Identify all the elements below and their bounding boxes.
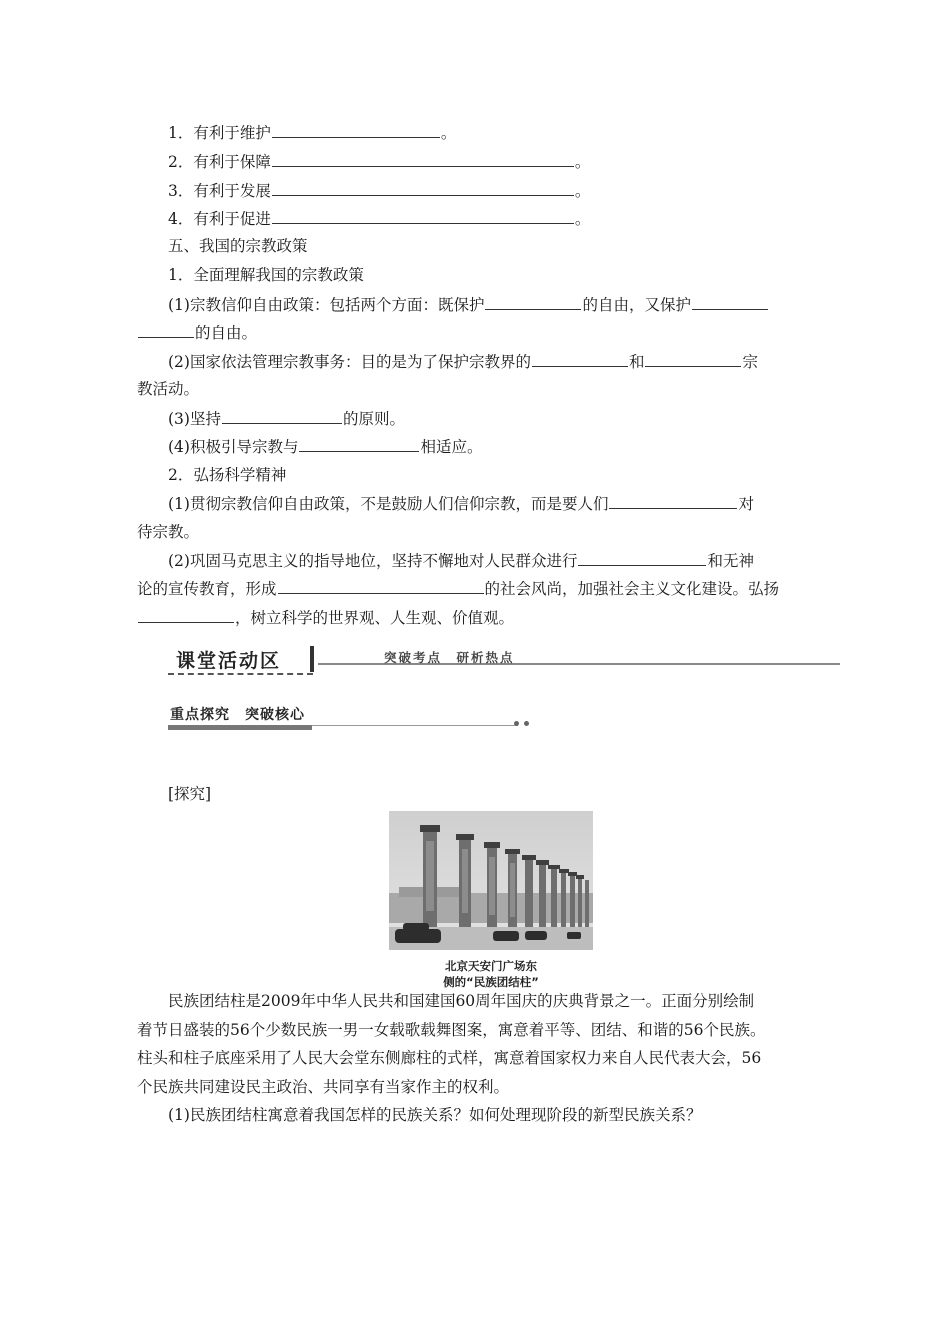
subsection-heading: 2．弘扬科学精神	[168, 466, 287, 484]
photo-illustration	[389, 811, 593, 950]
paragraph-line	[168, 294, 769, 315]
sub-banner	[168, 702, 540, 732]
banner-subtitle: 突破考点 研析热点	[384, 650, 515, 665]
paragraph-line	[168, 351, 758, 372]
answer-blank[interactable]	[222, 408, 342, 424]
paragraph-line	[168, 493, 754, 514]
text: 和无神	[707, 552, 754, 570]
list-item-end: 。	[574, 210, 591, 228]
paragraph-line	[137, 578, 779, 599]
paragraph-line: 待宗教。	[137, 523, 200, 541]
list-item-text: 3．有利于发展	[168, 182, 271, 200]
question-text: (1)民族团结柱寓意着我国怎样的民族关系？如何处理现阶段的新型民族关系？	[168, 1106, 702, 1124]
paragraph-line	[137, 607, 514, 628]
list-item-4	[168, 208, 590, 229]
section-heading: 五、我国的宗教政策	[168, 237, 308, 255]
banner-divider	[310, 646, 314, 672]
answer-blank[interactable]	[138, 322, 194, 338]
banner-title: 课堂活动区	[176, 650, 282, 672]
answer-blank[interactable]	[578, 550, 706, 566]
answer-blank[interactable]	[138, 607, 234, 623]
answer-blank[interactable]	[278, 578, 484, 594]
text: 对	[738, 495, 754, 513]
paragraph-line: 民族团结柱是2009年中华人民共和国建国60周年国庆的庆典背景之一。正面分别绘制	[168, 992, 755, 1010]
text: 的自由。	[195, 324, 258, 342]
dot-icon	[514, 721, 519, 726]
sub-banner-title: 重点探究 突破核心	[170, 707, 305, 723]
answer-blank[interactable]	[272, 208, 574, 224]
banner-dashed-rule	[168, 673, 313, 675]
subsection-heading: 1．全面理解我国的宗教政策	[168, 266, 364, 284]
list-item-end: 。	[574, 153, 591, 171]
list-item-text: 1．有利于维护	[168, 124, 271, 142]
list-item-2	[168, 151, 590, 172]
text: ，树立科学的世界观、人生观、价值观。	[235, 609, 515, 627]
text: (3)坚持	[168, 410, 221, 428]
text: (2)国家依法管理宗教事务：目的是为了保护宗教界的	[168, 353, 531, 371]
paragraph-line: 个民族共同建设民主政治、共同享有当家作主的权利。	[137, 1078, 510, 1096]
list-item-end: 。	[440, 124, 457, 142]
answer-blank[interactable]	[692, 294, 768, 310]
text: 的社会风尚，加强社会主义文化建设。弘扬	[484, 580, 780, 598]
answer-blank[interactable]	[645, 351, 741, 367]
paragraph-line	[168, 408, 405, 429]
text: 的原则。	[342, 410, 405, 428]
paragraph-line: 柱头和柱子底座采用了人民大会堂东侧廊柱的式样，寓意着国家权力来自人民代表大会，56	[137, 1049, 762, 1067]
answer-blank[interactable]	[532, 351, 628, 367]
paragraph-line: 教活动。	[137, 380, 200, 398]
answer-blank[interactable]	[609, 493, 737, 509]
text: 的自由，又保护	[582, 296, 691, 314]
list-item-3	[168, 180, 590, 201]
answer-blank[interactable]	[272, 180, 574, 196]
text: 论的宣传教育，形成	[137, 580, 277, 598]
section-banner	[168, 642, 840, 676]
explore-label: [探究]	[168, 785, 212, 803]
paragraph-line	[168, 550, 754, 571]
photo-caption-line1: 北京天安门广场东	[445, 959, 537, 973]
paragraph-line	[137, 322, 257, 343]
dot-icon	[524, 721, 529, 726]
text: 相适应。	[420, 438, 483, 456]
list-item-end: 。	[574, 182, 591, 200]
paragraph-line	[168, 436, 482, 457]
unity-pillars-photo	[389, 811, 593, 950]
list-item-text: 4．有利于促进	[168, 210, 271, 228]
list-item-text: 2．有利于保障	[168, 153, 271, 171]
answer-blank[interactable]	[272, 122, 440, 138]
answer-blank[interactable]	[485, 294, 581, 310]
answer-blank[interactable]	[272, 151, 574, 167]
answer-blank[interactable]	[299, 436, 419, 452]
text: (2)巩固马克思主义的指导地位，坚持不懈地对人民群众进行	[168, 552, 578, 570]
list-item-1	[168, 122, 456, 143]
sub-banner-bar	[168, 725, 312, 730]
text: (4)积极引导宗教与	[168, 438, 299, 456]
text: 宗	[742, 353, 758, 371]
text: (1)宗教信仰自由政策：包括两个方面：既保护	[168, 296, 485, 314]
photo-caption-line2: 侧的“民族团结柱”	[443, 975, 539, 989]
paragraph-line: 着节日盛装的56个少数民族一男一女载歌载舞图案，寓意着平等、团结、和谐的56个民族。	[137, 1021, 766, 1039]
sub-banner-rule	[312, 725, 518, 726]
text: (1)贯彻宗教信仰自由政策，不是鼓励人们信仰宗教，而是要人们	[168, 495, 609, 513]
text: 和	[628, 353, 645, 371]
